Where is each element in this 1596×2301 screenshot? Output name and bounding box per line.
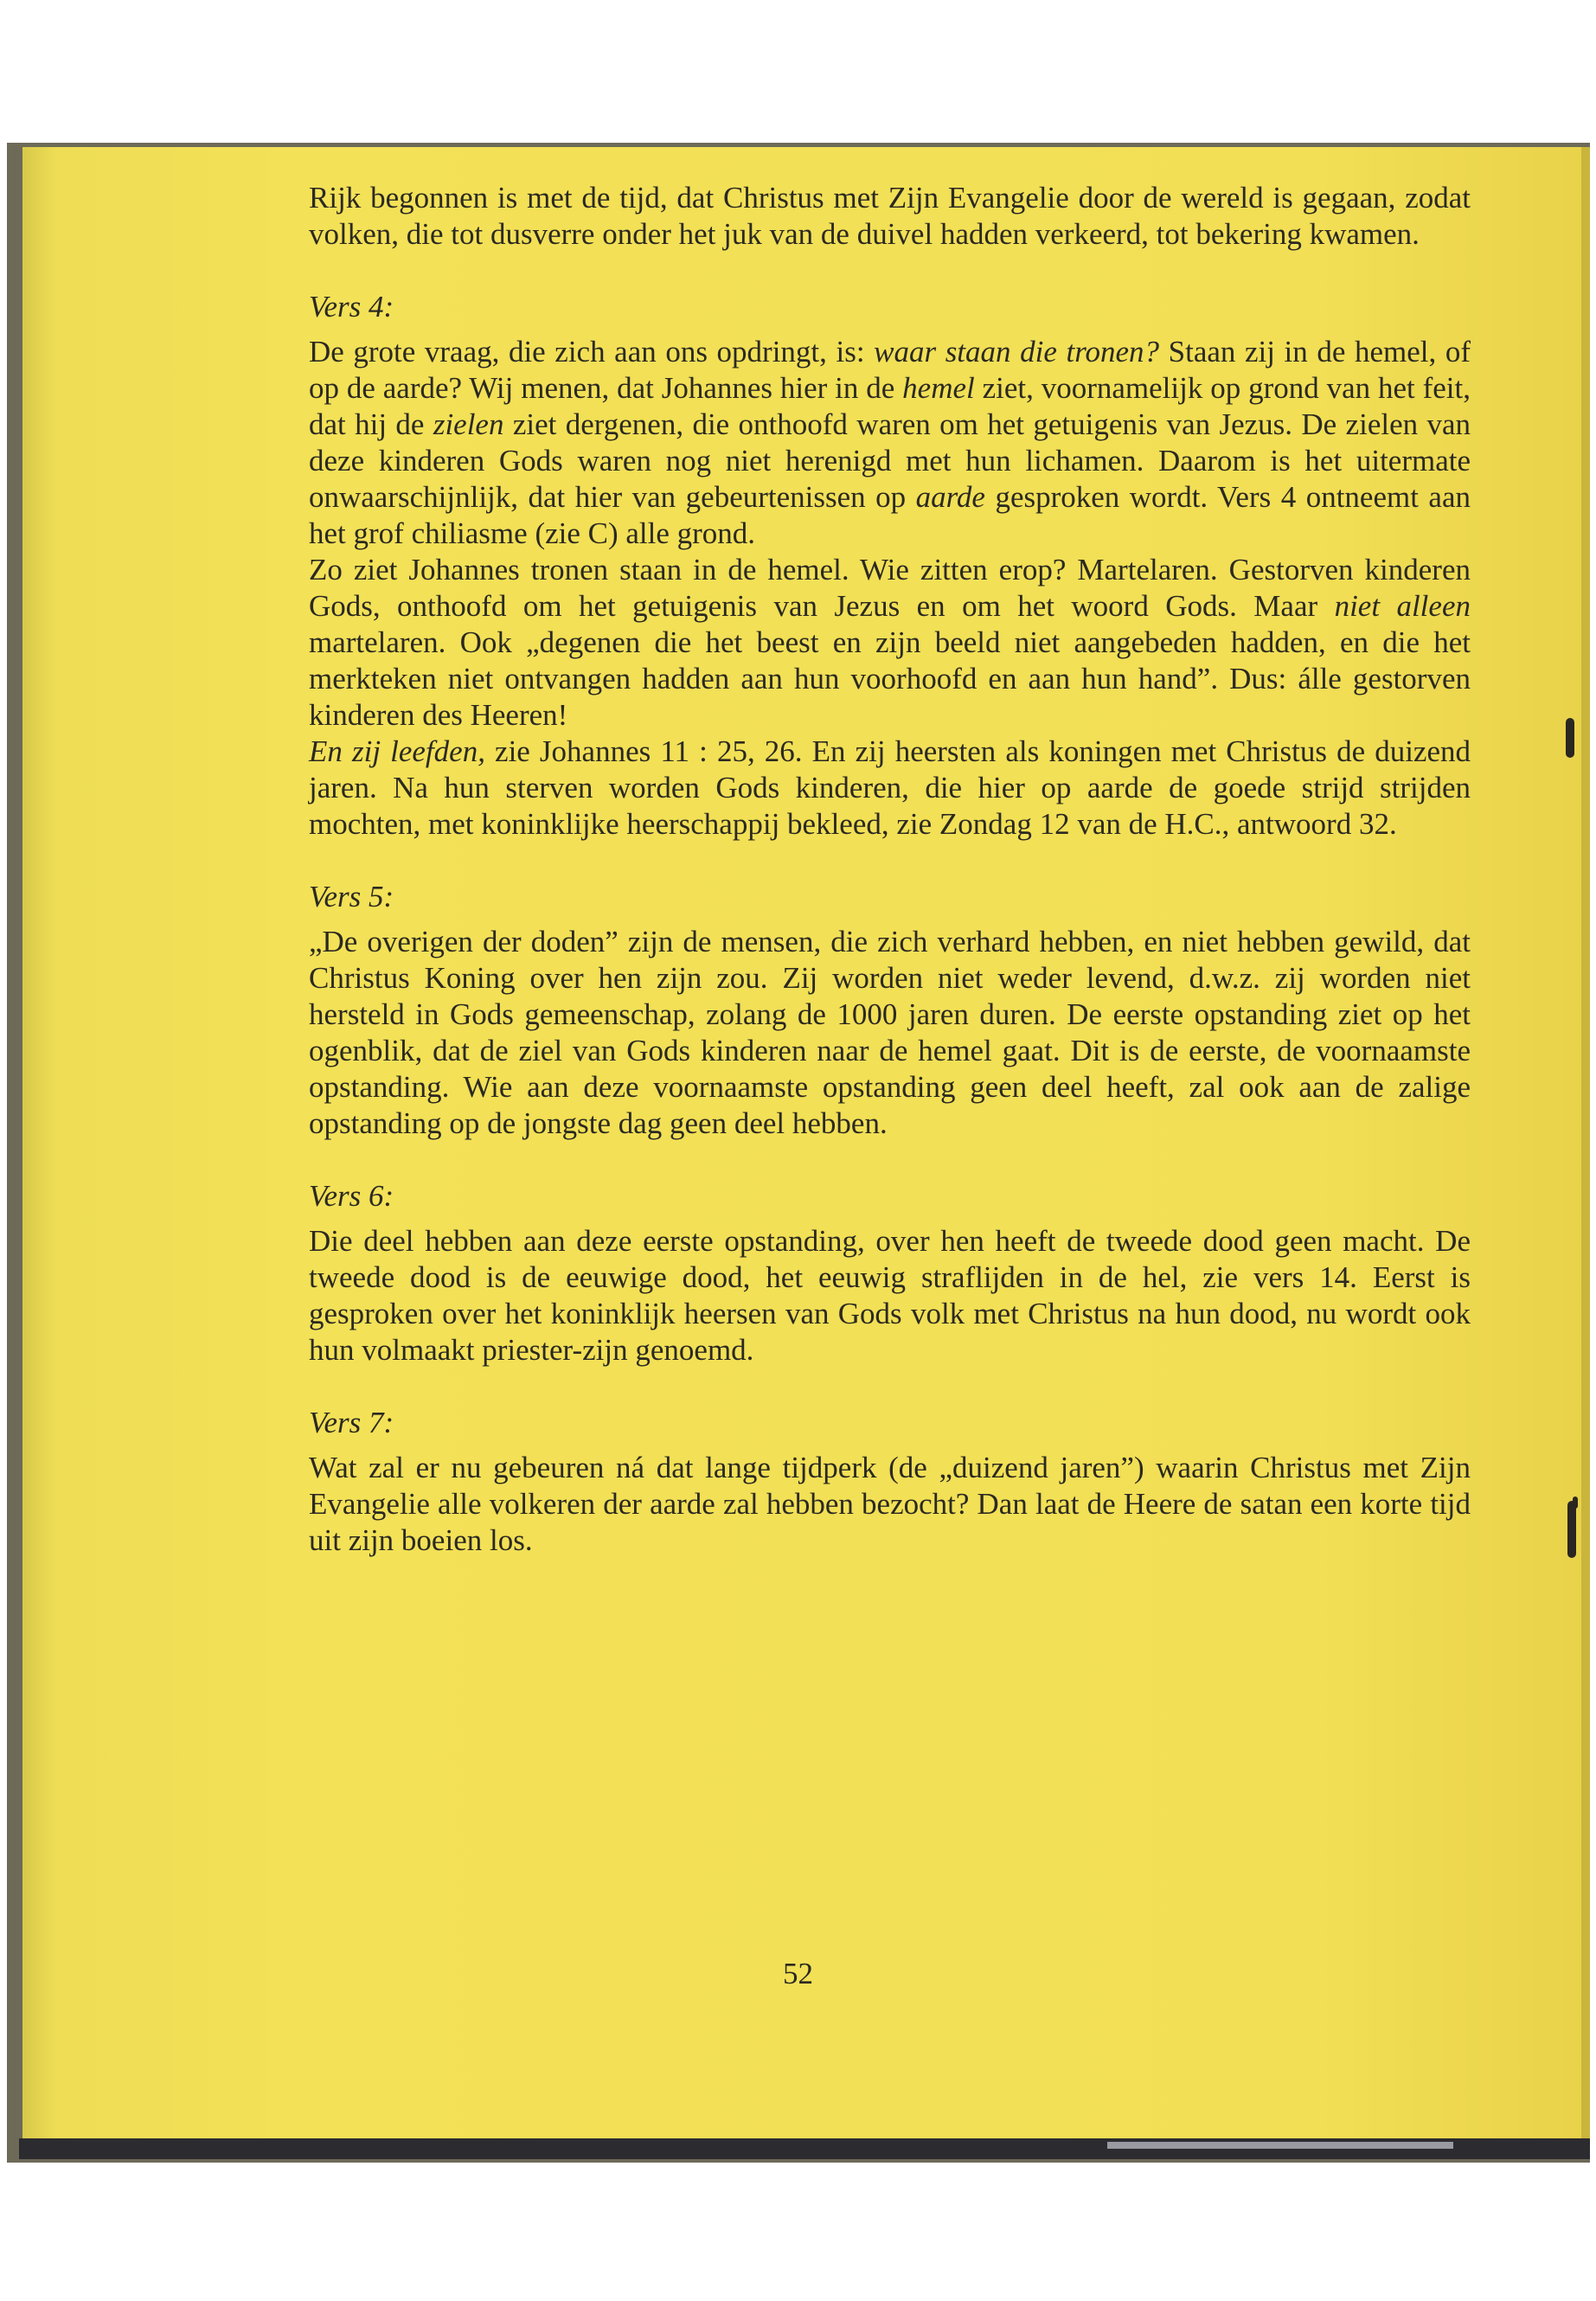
text-run: martelaren. Ook „degenen die het beest en zijn beeld niet aangebeden hadden, en die het merkteken niet ontvangen hadden aan hun voorhoofd en aan hun hand”. Dus: álle gestorven kinderen des Heeren! xyxy=(309,625,1471,732)
text-run: ziet dergenen, die onthoofd waren om het getuigenis van Jezus. De zielen van deze kinderen Gods waren nog niet herenigd met hun lichamen. Daarom is het uitermate onwaarschijnlijk, dat hier van gebeurtenissen op xyxy=(309,407,1471,514)
intro-paragraph: Rijk begonnen is met de tijd, dat Christus met Zijn Evangelie door de wereld is gegaan, zodat volken, die tot dusverre onder het juk van de duivel hadden verkeerd, tot bekering kwamen. xyxy=(309,181,1471,251)
vers-5-heading: Vers 5: xyxy=(309,880,394,913)
page-text xyxy=(309,180,1471,1559)
emphasis: hemel xyxy=(902,371,975,405)
vers-4-paragraph-3 xyxy=(309,734,1471,843)
emphasis: En zij leefden, xyxy=(309,734,485,768)
text-run: gesproken wordt. Vers 4 ontneemt aan het grof chiliasme (zie C) alle grond. xyxy=(309,480,1471,550)
margin-mark xyxy=(1567,1501,1576,1558)
emphasis: waar staan die tronen? xyxy=(874,335,1160,369)
vers-4-paragraph-2 xyxy=(309,552,1471,734)
vers-7-heading: Vers 7: xyxy=(309,1406,394,1439)
vers-6-paragraph: Die deel hebben aan deze eerste opstanding, over hen heeft de tweede dood geen macht. De tweede dood is de eeuwige dood, het eeuwig straflijden in de hel, zie vers 14. Eerst is gesproken over het koninklijk heersen van Gods volk met Christus na hun dood, nu wordt ook hun volmaakt priester-zijn genoemd. xyxy=(309,1224,1471,1367)
vers-7-paragraph: Wat zal er nu gebeuren ná dat lange tijdperk (de „duizend jaren”) waarin Christus met Zijn Evangelie alle volkeren der aarde zal hebben bezocht? Dan laat de Heere de satan een korte tijd uit zijn boeien los. xyxy=(309,1451,1471,1557)
margin-mark xyxy=(1566,718,1574,758)
text-run: zie Johannes 11 : 25, 26. En zij heersten als koningen met Christus de duizend jaren. Na hun sterven worden Gods kinderen, die hier op aarde de goede strijd strijden mochten, met koninklijke heerschappij bekleed, zie Zondag 12 van de H.C., antwoord 32. xyxy=(309,734,1471,841)
vers-4-paragraph-1 xyxy=(309,334,1471,552)
emphasis: niet alleen xyxy=(1334,589,1471,623)
page-number: 52 xyxy=(783,1957,813,1990)
page-bottom-edge-highlight xyxy=(1107,2142,1453,2149)
text-run: De grote vraag, die zich aan ons opdringt, is: xyxy=(309,335,875,369)
vers-4-heading: Vers 4: xyxy=(309,290,394,324)
text-run: Staan zij in de hemel, of op de aarde? Wij menen, dat Johannes hier in de xyxy=(309,335,1471,405)
text-run: Zo ziet Johannes tronen staan in de hemel. Wie zitten erop? Martelaren. Gestorven kinderen Gods, onthoofd om het getuigenis van Jezus en om het woord Gods. Maar xyxy=(309,553,1471,623)
vers-6-heading: Vers 6: xyxy=(309,1179,394,1213)
margin-mark xyxy=(1573,1497,1578,1509)
emphasis: zielen xyxy=(433,407,504,441)
vers-5-paragraph: „De overigen der doden” zijn de mensen, die zich verhard hebben, en niet hebben gewild, dat Christus Koning over hen zijn zou. Zij worden niet weder levend, d.w.z. zij worden niet hersteld in Gods gemeenschap, zolang de 1000 jaren duren. De eerste opstanding ziet op het ogenblik, dat de ziel van Gods kinderen naar de hemel gaat. Dit is de eerste, de voornaamste opstanding. Wie aan deze voornaamste opstanding geen deel heeft, zal ook aan de zalige opstanding op de jongste dag geen deel hebben. xyxy=(309,925,1471,1140)
emphasis: aarde xyxy=(915,480,985,514)
text-run: ziet, voornamelijk op grond van het feit, dat hij de xyxy=(309,371,1471,441)
page-edge-shadow xyxy=(1581,147,1590,2138)
